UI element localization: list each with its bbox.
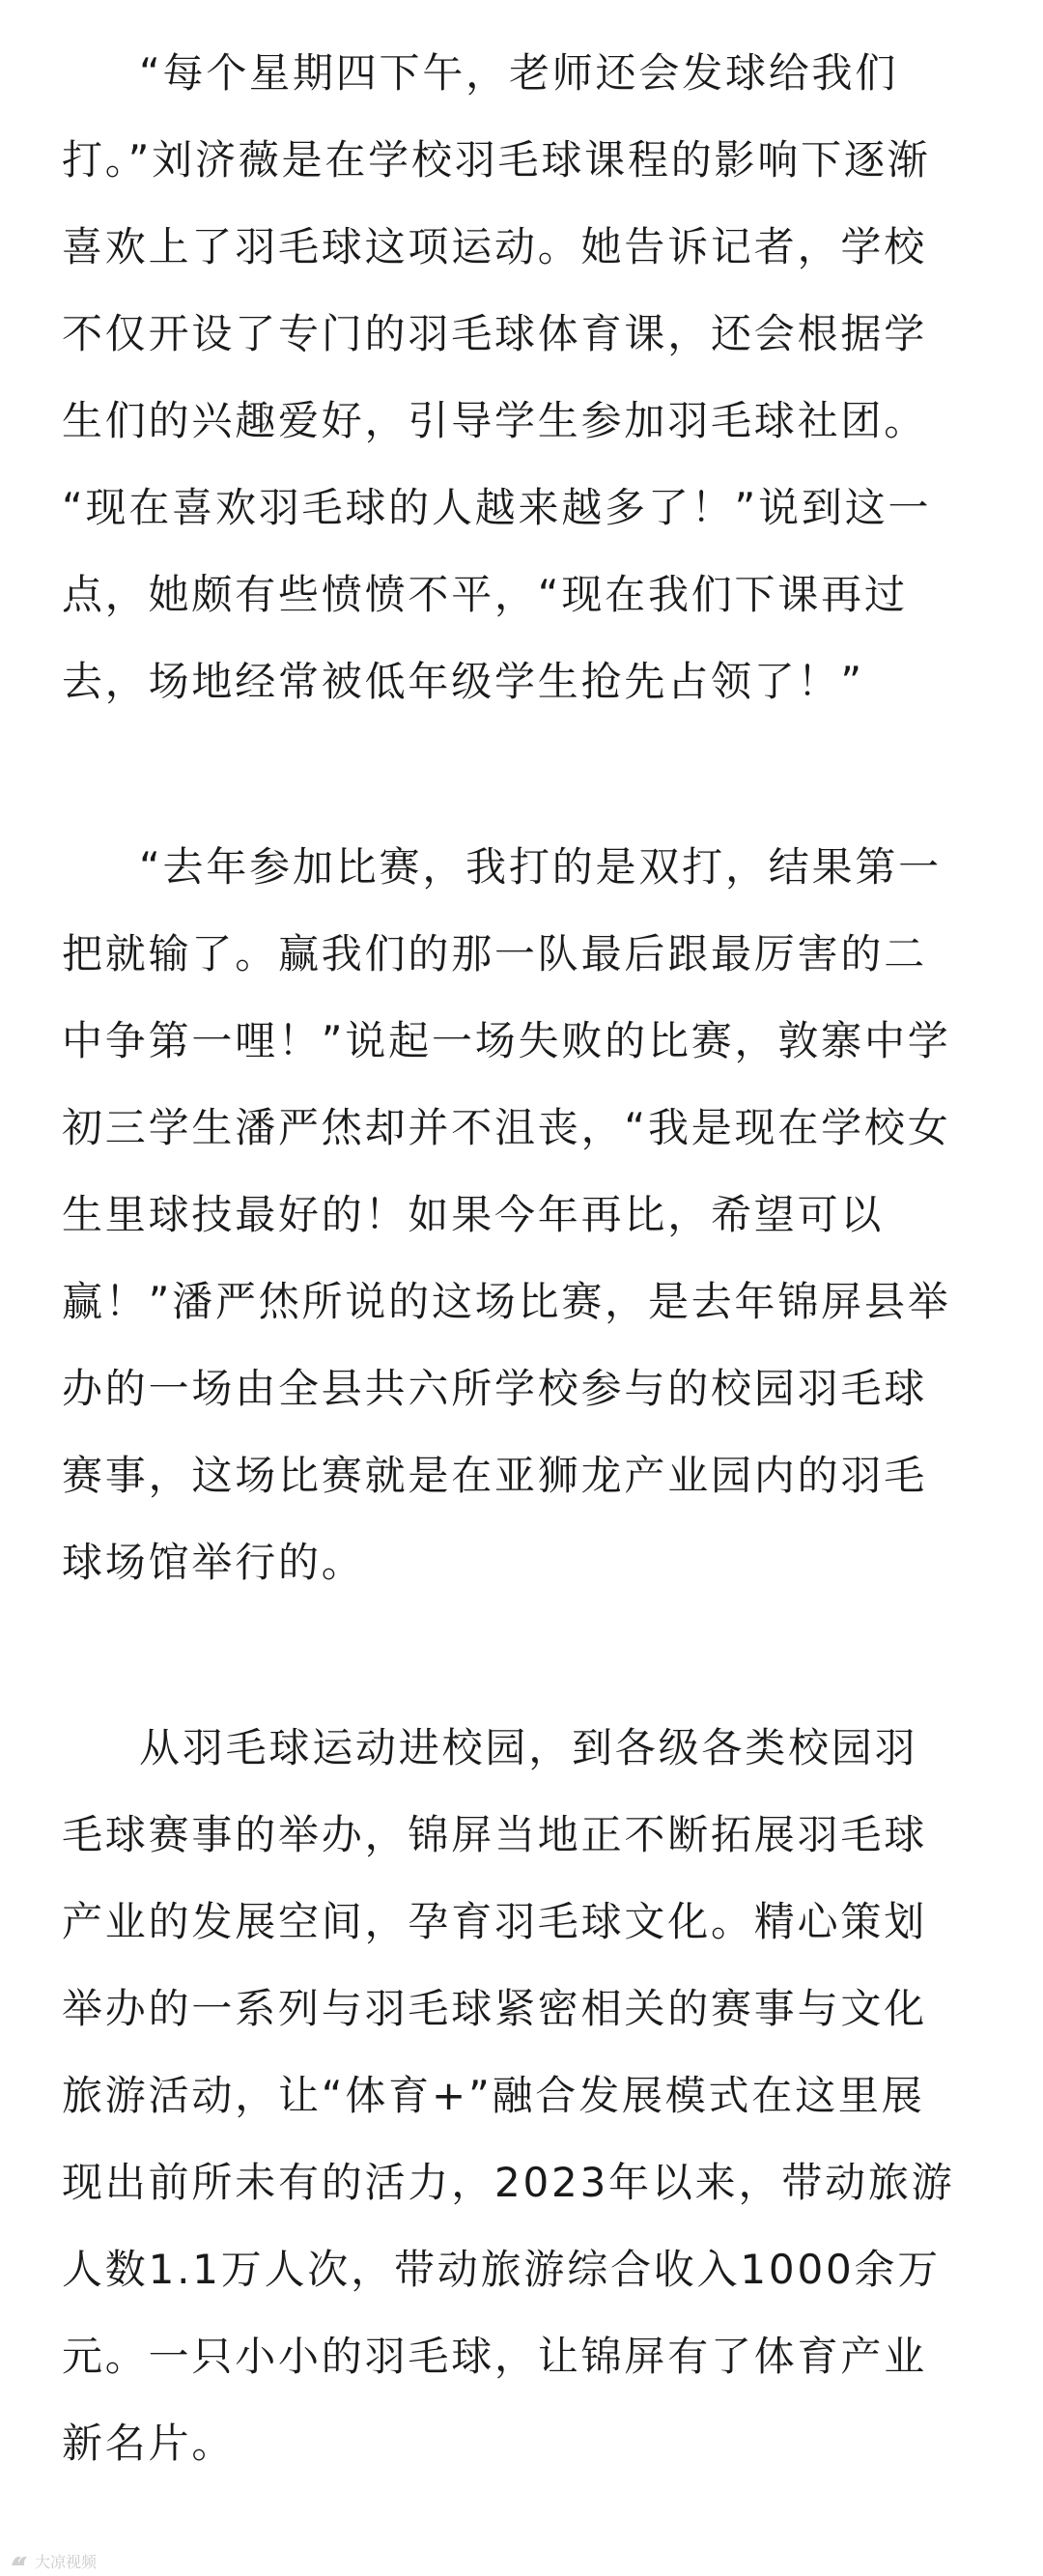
text-line: 毛球赛事的举办，锦屏当地正不断拓展羽毛球 bbox=[62, 1811, 928, 1858]
logo-icon bbox=[10, 2552, 31, 2569]
text-line: 赛事，这场比赛就是在亚狮龙产业园内的羽毛 bbox=[62, 1452, 928, 1499]
text-line: 生里球技最好的！如果今年再比，希望可以 bbox=[62, 1191, 885, 1238]
text-line: 从羽毛球运动进校园，到各级各类校园羽 bbox=[139, 1724, 918, 1771]
text-line: 人数1.1万人次，带动旅游综合收入1000余万 bbox=[62, 2246, 942, 2293]
watermark bbox=[10, 2550, 97, 2571]
text-line: 中争第一哩！”说起一场失败的比赛，敦寨中学 bbox=[62, 1017, 951, 1064]
text-line: “每个星期四下午，老师还会发球给我们 bbox=[139, 49, 899, 97]
text-line: 初三学生潘严烋却并不沮丧，“我是现在学校女 bbox=[62, 1104, 951, 1151]
text-line: 生们的兴趣爱好，引导学生参加羽毛球社团。 bbox=[62, 397, 928, 444]
text-line: “现在喜欢羽毛球的人越来越多了！”说到这一 bbox=[62, 484, 932, 531]
text-line: 喜欢上了羽毛球这项运动。她告诉记者，学校 bbox=[62, 223, 928, 270]
text-line: 打。”刘济薇是在学校羽毛球课程的影响下逐渐 bbox=[62, 136, 931, 184]
text-line: 产业的发展空间，孕育羽毛球文化。精心策划 bbox=[62, 1898, 928, 1945]
text-line: 现出前所未有的活力，2023年以来，带动旅游 bbox=[62, 2159, 955, 2206]
text-line: 旅游活动，让“体育+”融合发展模式在这里展 bbox=[62, 2072, 925, 2119]
text-line: 举办的一系列与羽毛球紧密相关的赛事与文化 bbox=[62, 1985, 928, 2032]
text-line: 不仅开设了专门的羽毛球体育课，还会根据学 bbox=[62, 310, 928, 357]
text-line: 球场馆举行的。 bbox=[62, 1539, 365, 1586]
text-line: 办的一场由全县共六所学校参与的校园羽毛球 bbox=[62, 1365, 928, 1412]
text-line: 赢！”潘严烋所说的这场比赛，是去年锦屏县举 bbox=[62, 1278, 951, 1325]
text-line: “去年参加比赛，我打的是双打，结果第一 bbox=[139, 843, 942, 891]
watermark-text: 大凉视频 bbox=[35, 2552, 98, 2571]
text-line: 新名片。 bbox=[62, 2420, 236, 2467]
text-line: 元。一只小小的羽毛球，让锦屏有了体育产业 bbox=[62, 2333, 928, 2380]
text-line: 去，场地经常被低年级学生抢先占领了！” bbox=[62, 658, 864, 705]
text-line: 点，她颇有些愤愤不平，“现在我们下课再过 bbox=[62, 571, 908, 618]
text-line: 把就输了。赢我们的那一队最后跟最厉害的二 bbox=[62, 930, 928, 977]
